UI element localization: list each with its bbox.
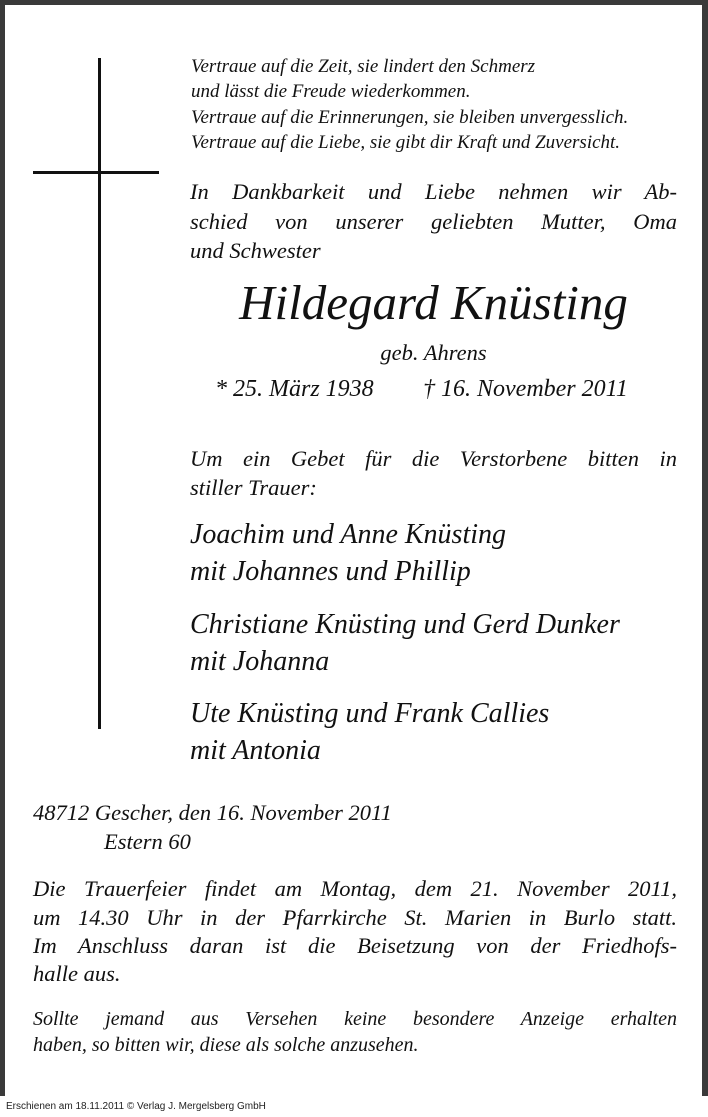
mourner-name: Joachim und Anne Knüsting	[190, 519, 507, 550]
notice-line: Sollte jemand aus Versehen keine besondere Anzeige erhalten	[33, 1008, 677, 1030]
obituary-notice	[5, 5, 702, 1096]
address-line: 48712 Gescher, den 16. November 2011	[33, 800, 392, 825]
mourner-name: Christiane Knüsting und Gerd Dunker	[190, 609, 620, 640]
poem-line: Vertraue auf die Zeit, sie lindert den Schmerz	[191, 56, 536, 77]
intro-line: schied von unserer geliebten Mutter, Oma	[190, 209, 677, 234]
intro-line: In Dankbarkeit und Liebe nehmen wir Ab-	[190, 179, 677, 204]
mourner-name: mit Johannes und Phillip	[190, 556, 471, 587]
death-date: † 16. November 2011	[423, 376, 628, 402]
funeral-line: halle aus.	[33, 961, 121, 986]
prayer-line: stiller Trauer:	[190, 475, 317, 500]
maiden-name: geb. Ahrens	[380, 340, 487, 365]
address-line: Estern 60	[104, 829, 191, 854]
funeral-line: Die Trauerfeier findet am Montag, dem 21. November 2011,	[33, 876, 677, 901]
poem-line: Vertraue auf die Liebe, sie gibt dir Kraft und Zuversicht.	[191, 132, 621, 153]
notice-line: haben, so bitten wir, diese als solche anzusehen.	[33, 1034, 419, 1056]
poem-line: und lässt die Freude wiederkommen.	[191, 81, 471, 102]
mourner-name: Ute Knüsting und Frank Callies	[190, 698, 550, 729]
prayer-line: Um ein Gebet für die Verstorbene bitten in	[190, 446, 677, 471]
funeral-line: Im Anschluss daran ist die Beisetzung von der Friedhofs-	[33, 933, 677, 958]
cross-icon	[98, 58, 101, 729]
cross-icon-bar	[33, 171, 159, 174]
funeral-line: um 14.30 Uhr in der Pfarrkirche St. Marien in Burlo statt.	[33, 905, 677, 930]
mourner-name: mit Johanna	[190, 646, 330, 677]
publication-footer: Erschienen am 18.11.2011 © Verlag J. Mergelsberg GmbH	[0, 1096, 708, 1117]
deceased-name: Hildegard Knüsting	[239, 275, 628, 330]
mourner-name: mit Antonia	[190, 735, 321, 766]
intro-line: und Schwester	[190, 238, 321, 263]
birth-date: * 25. März 1938	[215, 376, 374, 402]
poem-line: Vertraue auf die Erinnerungen, sie bleiben unvergesslich.	[191, 107, 629, 128]
